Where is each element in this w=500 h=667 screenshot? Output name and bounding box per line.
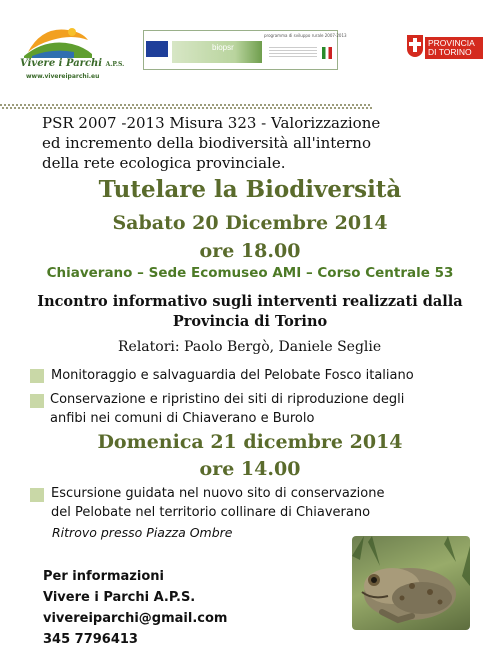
logo-brand-text: Vivere i Parchi — [20, 58, 103, 69]
topic-2-line-2: anfibi nei comuni di Chiaverano e Burolo — [50, 411, 315, 426]
dotted-divider — [0, 104, 372, 110]
topic-2-line-1: Conservazione e ripristino dei siti di riproduzione degli — [50, 392, 405, 407]
psr-banner-logo — [143, 30, 347, 70]
event-venue: Chiaverano – Sede Ecomuseo AMI – Corso Centrale 53 — [46, 265, 454, 281]
excursion-line-2: del Pelobate nel territorio collinare di Chiaverano — [51, 505, 371, 520]
landscape-logo-icon — [22, 22, 94, 58]
logo-suffix: A.P.S. — [105, 61, 125, 68]
event-time-2: ore 14.00 — [199, 458, 301, 480]
event-date-2: Domenica 21 dicembre 2014 — [97, 431, 403, 453]
eu-flag-icon — [146, 41, 168, 57]
bullet-square-icon — [30, 369, 44, 383]
speakers: Relatori: Paolo Bergò, Daniele Seglie — [118, 339, 382, 355]
event-time-1: ore 18.00 — [199, 240, 301, 262]
cross-shield-icon — [407, 35, 423, 57]
logo-website: www.vivereiparchi.eu — [26, 73, 100, 80]
banner-biopsr-text: biopsr — [212, 43, 234, 52]
topic-item-2 — [50, 390, 404, 428]
meeting-point: Ritrovo presso Piazza Ombre — [52, 525, 233, 540]
contact-heading: Per informazioni — [43, 569, 164, 584]
intro-line-1: PSR 2007 -2013 Misura 323 - Valorizzazione — [42, 114, 381, 132]
provincia-logo-text — [425, 37, 483, 59]
event-date-1: Sabato 20 Dicembre 2014 — [112, 212, 388, 234]
toad-icon — [352, 536, 470, 630]
description-line-2: Provincia di Torino — [172, 313, 328, 330]
intro-line-3: della rete ecologica provinciale. — [42, 154, 286, 172]
event-description — [0, 292, 500, 332]
excursion-line-1: Escursione guidata nel nuovo sito di conservazione — [51, 486, 385, 501]
contact-phone: 345 7796413 — [43, 632, 138, 647]
event-title: Tutelare la Biodiversità — [98, 176, 402, 203]
excursion-item — [51, 484, 384, 522]
intro-line-2: ed incremento della biodiversità all'interno — [42, 134, 371, 152]
contact-info — [43, 566, 227, 650]
banner-fine-print — [269, 47, 317, 59]
topic-item-1 — [51, 366, 414, 385]
contact-org: Vivere i Parchi A.P.S. — [43, 590, 196, 605]
vivere-i-parchi-logo — [18, 22, 125, 82]
banner-program-text: programma di sviluppo rurale 2007-2013 — [264, 33, 347, 38]
provincia-di-torino-logo — [407, 33, 487, 63]
description-line-1: Incontro informativo sugli interventi realizzati dalla — [37, 293, 463, 310]
bullet-square-icon — [30, 488, 44, 502]
provincia-line1: PROVINCIA — [428, 38, 475, 48]
contact-email[interactable]: vivereiparchi@gmail.com — [43, 611, 228, 626]
provincia-line2: DI TORINO — [428, 47, 472, 57]
toad-photo — [352, 536, 470, 630]
intro-text — [42, 113, 462, 173]
bullet-square-icon — [30, 394, 44, 408]
italy-flag-icon — [322, 47, 332, 59]
topic-1-line-1: Monitoraggio e salvaguardia del Pelobate Fosco italiano — [51, 368, 414, 383]
